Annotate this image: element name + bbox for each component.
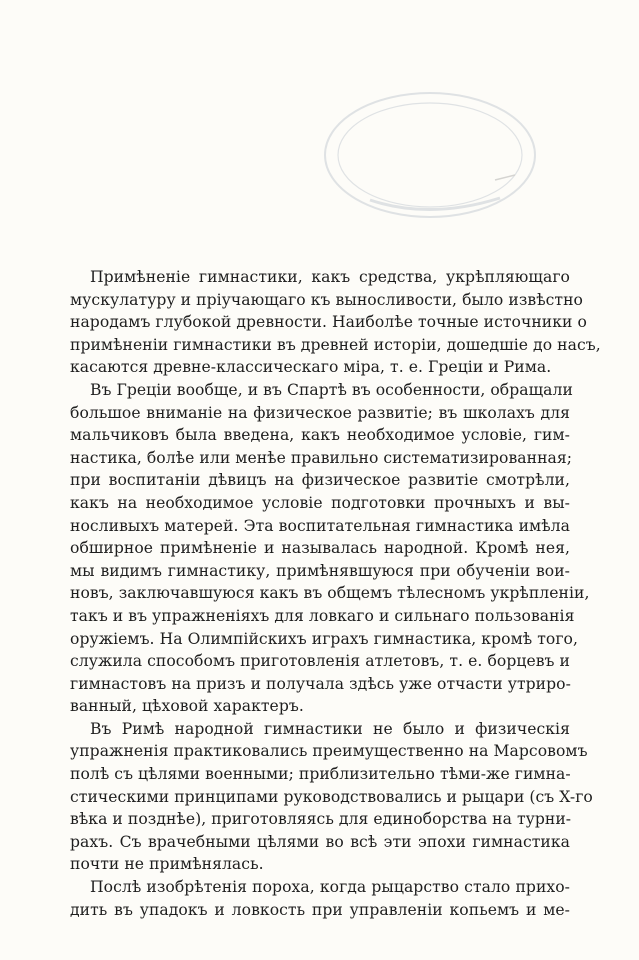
text-line: дить въ упадокъ и ловкость при управленіи копьемъ и ме- (70, 900, 570, 919)
text-line: обширное примѣненіе и называлась народной. Кромѣ нея, (70, 539, 570, 558)
text-line: такъ и въ упражненіяхъ для ловкаго и сильнаго пользованія (70, 606, 575, 625)
text-line: Послѣ изобрѣтенія пороха, когда рыцарство стало прихо- (90, 878, 570, 897)
text-line: при воспитаніи дѣвицъ на физическое развитіе смотрѣли, (70, 471, 570, 490)
text-line: примѣненіи гимнастики въ древней исторіи, дошедшіе до насъ, (70, 335, 601, 354)
text-line: мускулатуру и пріучающаго къ выносливости, было извѣстно (70, 290, 583, 309)
text-line: стическими принципами руководствовались и рыцари (съ X-го (70, 787, 593, 806)
text-line: полѣ съ цѣлями военными; приблизительно тѣми-же гимна- (70, 765, 571, 784)
paragraph-1 (70, 266, 601, 379)
text-line: гимнастовъ на призъ и получала здѣсь уже отчасти утриро- (70, 674, 571, 693)
text-line: новъ, заключавшуюся какъ въ общемъ тѣлесномъ укрѣпленіи, (70, 584, 590, 603)
text-line: упражненія практиковались преимущественно на Марсовомъ (70, 742, 588, 761)
text-line: оружіемъ. На Олимпійскихъ играхъ гимнастика, кромѣ того, (70, 629, 578, 648)
text-line: рахъ. Съ врачебными цѣлями во всѣ эти эпохи гимнастика (70, 832, 570, 851)
text-line: настика, болѣе или менѣе правильно систематизированная; (70, 448, 573, 467)
text-line: носливыхъ матерей. Эта воспитательная гимнастика имѣла (70, 516, 570, 535)
text-line: какъ на необходимое условіе подготовки прочныхъ и вы- (70, 493, 570, 512)
paragraph-4 (70, 876, 570, 921)
text-line: большое вниманіе на физическое развитіе; въ школахъ для (70, 403, 570, 422)
text-line: Въ Греціи вообще, и въ Спартѣ въ особенности, обращали (90, 380, 573, 399)
text-line: Примѣненіе гимнастики, какъ средства, укрѣпляющаго (90, 268, 570, 286)
text-body (70, 266, 601, 921)
paragraph-2 (70, 379, 590, 718)
text-line: мы видимъ гимнастику, примѣнявшуюся при обученіи вои- (70, 561, 570, 580)
library-stamp (300, 80, 550, 230)
text-line: почти не примѣнялась. (70, 855, 264, 874)
paragraph-3 (70, 718, 593, 876)
text-line: вѣка и позднѣе), приготовляясь для единоборства на турни- (70, 810, 572, 829)
text-line: служила способомъ приготовленія атлетовъ, т. е. борцевъ и (70, 652, 570, 671)
text-line: ванный, цѣховой характеръ. (70, 697, 304, 716)
text-line: Въ Римѣ народной гимнастики не было и физическія (90, 719, 570, 738)
text-line: касаются древне-классическаго міра, т. е. Греціи и Рима. (70, 358, 552, 377)
text-line: народамъ глубокой древности. Наиболѣе точные источники о (70, 313, 587, 332)
text-line: мальчиковъ была введена, какъ необходимое условіе, гим- (70, 426, 570, 445)
